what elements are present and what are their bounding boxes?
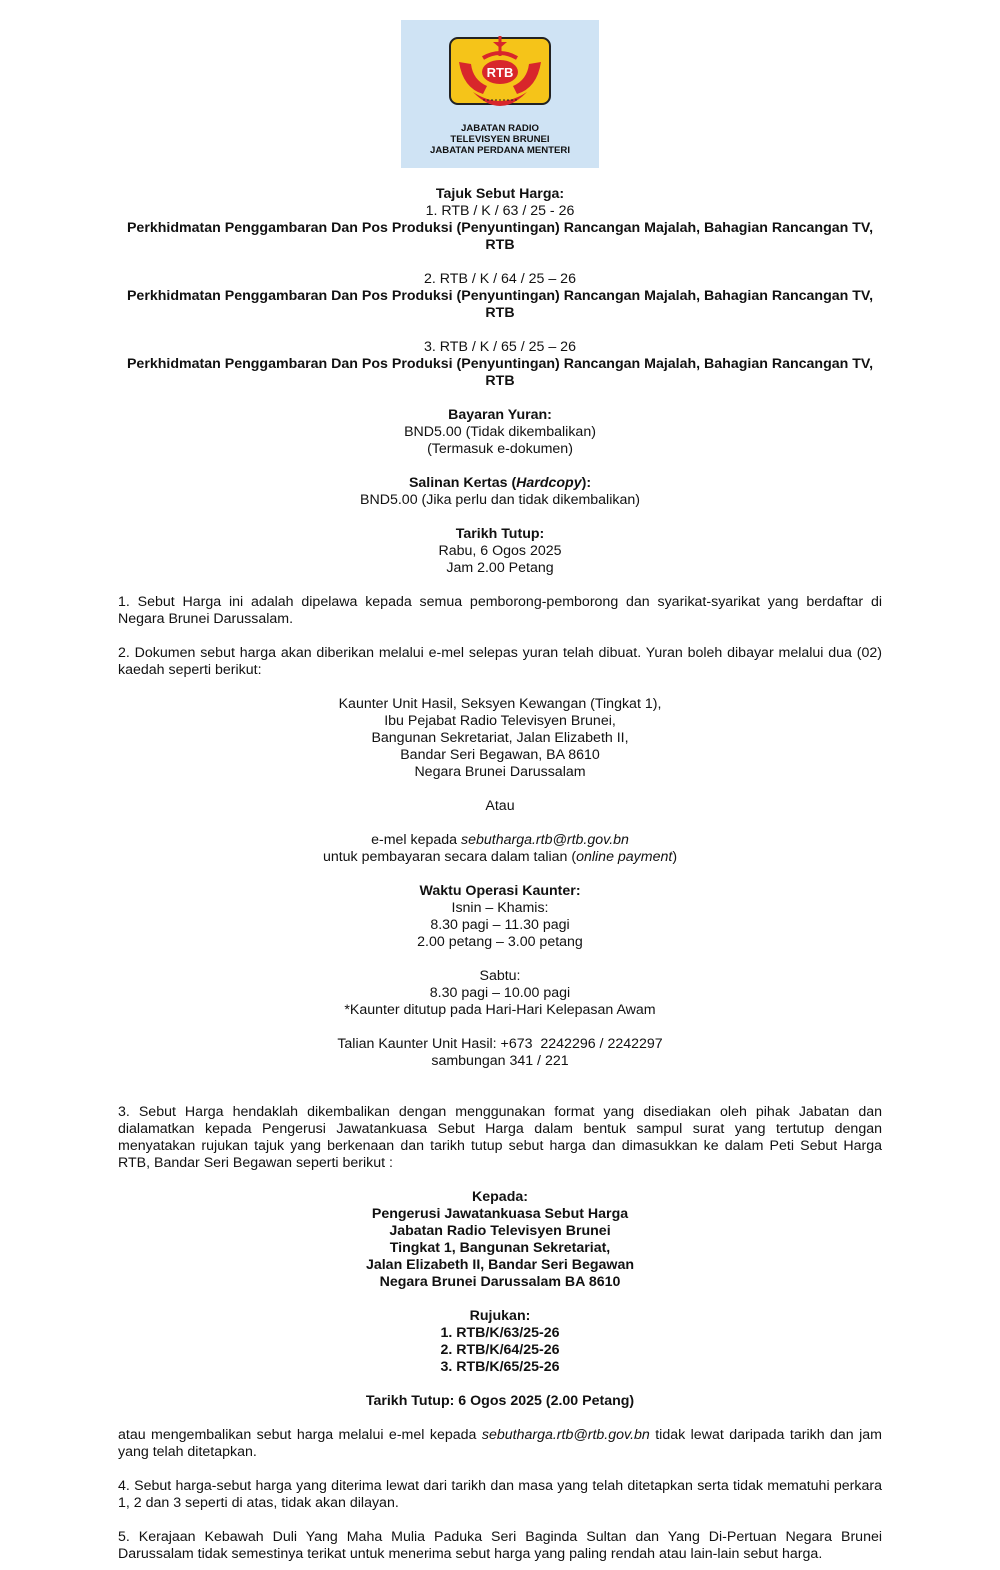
rtb-logo [401, 20, 599, 168]
hours-weekday-label: Isnin – Khamis: [451, 900, 549, 916]
paragraph-4: 4. Sebut harga-sebut harga yang diterima lewat dari tarikh dan masa yang telah ditetapkan serta tidak mematuhi perkara 1, 2 dan 3 seperti di atas, tidak akan dilayan. [118, 1478, 882, 1511]
phone-line-2: sambungan 341 / 221 [431, 1053, 569, 1069]
fee-note: (Termasuk e-dokumen) [427, 441, 573, 457]
hardcopy-label: Salinan Kertas (Hardcopy): [408, 475, 592, 491]
heading-ref-2: 2. RTB / K / 64 / 25 – 26 [424, 271, 576, 287]
badge-text: RTB [486, 65, 514, 80]
hours-saturday-label: Sabtu: [479, 968, 521, 984]
fee-label: Bayaran Yuran: [448, 407, 552, 423]
payment-email-link[interactable]: sebutharga.rtb@rtb.gov.bn [460, 832, 629, 848]
logo-line-3: JABATAN PERDANA MENTERI [430, 144, 570, 156]
references-block: Rujukan: 1. RTB/K/63/25-26 2. RTB/K/64/25-26 3. RTB/K/65/25-26 [440, 1308, 560, 1375]
hardcopy-amount: BND5.00 (Jika perlu dan tidak dikembalikan) [360, 492, 640, 508]
closing-date: Rabu, 6 Ogos 2025 [438, 543, 562, 559]
paragraph-2: 2. Dokumen sebut harga akan diberikan melalui e-mel selepas yuran telah dibuat. Yuran boleh dibayar melalui dua (02) kaedah seperti berikut: [118, 645, 882, 678]
heading-title-2: Perkhidmatan Penggambaran Dan Pos Produksi (Penyuntingan) Rancangan Majalah, Bahagian Rancangan TV, RTB [126, 288, 874, 321]
closing-time: Jam 2.00 Petang [446, 560, 554, 576]
hours-label: Waktu Operasi Kaunter: [419, 883, 581, 899]
logo-line-1: JABATAN RADIO [461, 123, 539, 134]
hours-saturday-1: 8.30 pagi – 10.00 pagi [429, 985, 571, 1001]
closing-bold: Tarikh Tutup: 6 Ogos 2025 (2.00 Petang) [365, 1393, 635, 1409]
recipient-block: Kepada: Pengerusi Jawatankuasa Sebut Harga Jabatan Radio Televisyen Brunei Tingkat 1, Bangunan Sekretariat, Jalan Elizabeth II, Bandar Seri Begawan Negara Brunei Darussalam BA 8610 [365, 1189, 635, 1290]
notice-body [118, 186, 882, 1563]
paragraph-5: 5. Kerajaan Kebawah Duli Yang Maha Mulia Paduka Seri Baginda Sultan dan Yang Di-Pertuan Negara Brunei Darussalam tidak semestinya terikat untuk menerima sebut harga yang paling rendah atau lain-lain sebut harga. [118, 1529, 882, 1562]
paragraph-1: 1. Sebut Harga ini adalah dipelawa kepada semua pemborong-pemborong dan syarikat-syarikat yang berdaftar di Negara Brunei Darussalam. [118, 594, 882, 627]
logo-caption [401, 124, 599, 156]
paragraph-email-return: atau mengembalikan sebut harga melalui e-mel kepada sebutharga.rtb@rtb.gov.bn tidak lewat daripada tarikh dan jam yang telah ditetapkan. [118, 1427, 883, 1460]
closing-label: Tarikh Tutup: [455, 526, 545, 542]
heading-ref-1: 1. RTB / K / 63 / 25 - 26 [425, 203, 575, 219]
online-payment-line: untuk pembayaran secara dalam talian (online payment) [322, 849, 678, 865]
or-text: Atau [485, 798, 515, 814]
paragraph-3: 3. Sebut Harga hendaklah dikembalikan dengan menggunakan format yang disediakan oleh pihak Jabatan dan dialamatkan kepada Pengerusi Jawatankuasa Sebut Harga dalam bentuk sampul surat yang tertutup dengan menyatakan rujukan tajuk yang berkenaan dan tarikh tutup sebut harga dan dimasukkan ke dalam Peti Sebut Harga RTB, Bandar Seri Begawan seperti berikut : [118, 1104, 882, 1171]
rtb-crest-icon [449, 34, 551, 120]
heading-ref-3: 3. RTB / K / 65 / 25 – 26 [424, 339, 576, 355]
holiday-note: *Kaunter ditutup pada Hari-Hari Kelepasan Awam [344, 1002, 656, 1018]
hours-weekday-2: 2.00 petang – 3.00 petang [417, 934, 583, 950]
heading-title-1: Perkhidmatan Penggambaran Dan Pos Produksi (Penyuntingan) Rancangan Majalah, Bahagian Rancangan TV, RTB [126, 220, 874, 253]
phone-line-1: Talian Kaunter Unit Hasil: +673 2242296 / 2242297 [337, 1036, 663, 1052]
hours-weekday-1: 8.30 pagi – 11.30 pagi [430, 917, 570, 933]
return-email-link[interactable]: sebutharga.rtb@rtb.gov.bn [481, 1427, 650, 1443]
heading-label: Tajuk Sebut Harga: [435, 186, 565, 202]
heading-title-3: Perkhidmatan Penggambaran Dan Pos Produksi (Penyuntingan) Rancangan Majalah, Bahagian Rancangan TV, RTB [126, 356, 874, 389]
email-line: e-mel kepada sebutharga.rtb@rtb.gov.bn [371, 832, 629, 848]
logo-line-2: TELEVISYEN BRUNEI [450, 133, 550, 145]
fee-amount: BND5.00 (Tidak dikembalikan) [404, 424, 596, 440]
counter-address: Kaunter Unit Hasil, Seksyen Kewangan (Tingkat 1), Ibu Pejabat Radio Televisyen Brunei, Bangunan Sekretariat, Jalan Elizabeth II, Bandar Seri Begawan, BA 8610 Negara Brunei Darussalam [338, 696, 662, 780]
